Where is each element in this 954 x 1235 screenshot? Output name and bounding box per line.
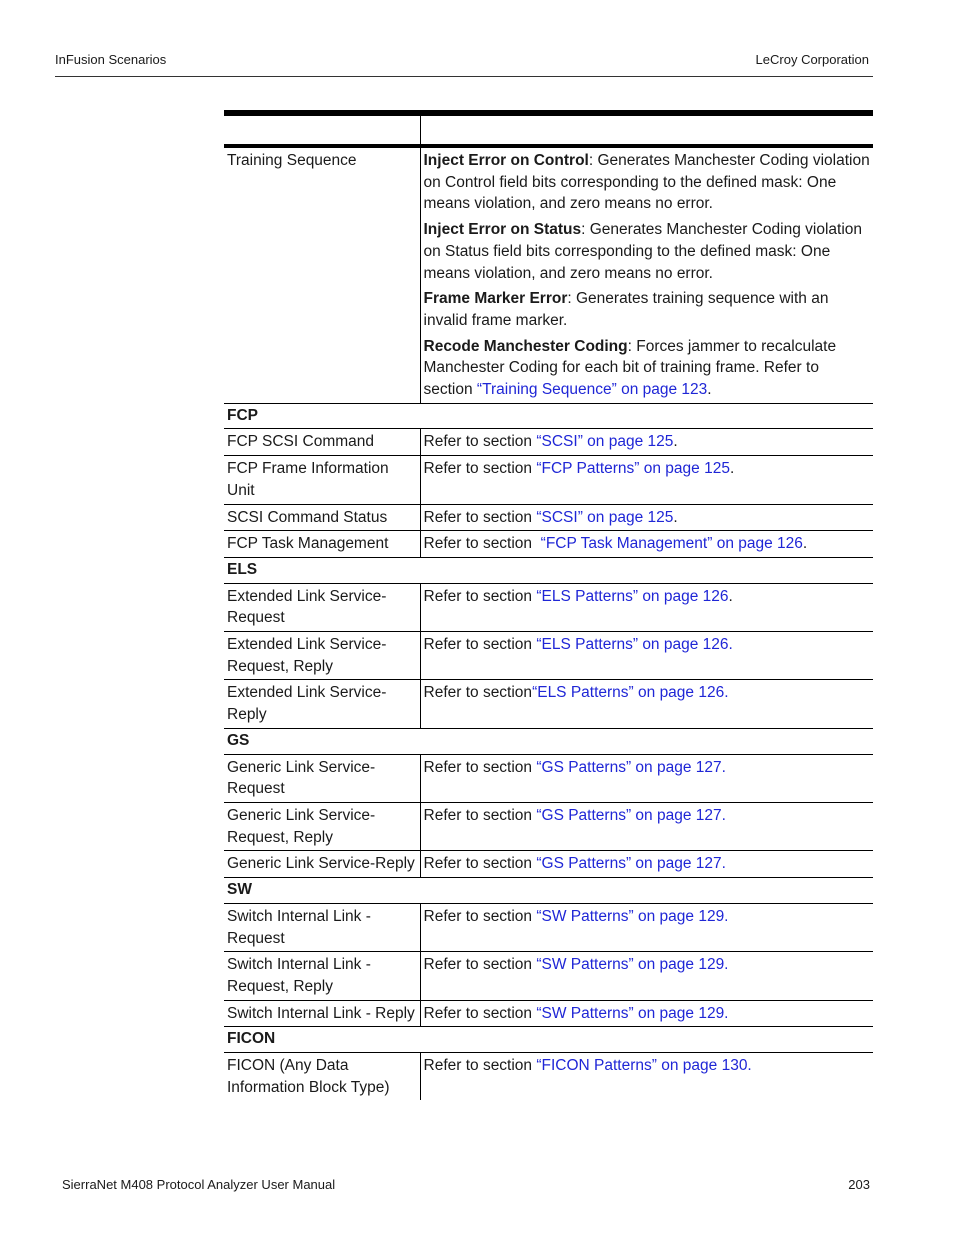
table-row (224, 903, 873, 951)
page-number: 203 (848, 1177, 870, 1192)
row-description: Refer to section “ELS Patterns” on page 126. (420, 632, 873, 680)
cross-reference-link[interactable]: “GS Patterns” on page 127. (536, 758, 726, 776)
row-label: FCP Task Management (224, 531, 420, 558)
running-footer-title: SierraNet M408 Protocol Analyzer User Manual (62, 1177, 336, 1192)
row-description: Refer to section “SW Patterns” on page 129. (420, 903, 873, 951)
term-bold: Inject Error on Status (423, 221, 582, 239)
row-label: Switch Internal Link - Request (224, 903, 420, 951)
running-header-right: LeCroy Corporation (755, 52, 869, 67)
row-description: Refer to section “GS Patterns” on page 127. (420, 851, 873, 878)
section-row-gs (224, 728, 873, 754)
section-heading: SW (224, 878, 873, 904)
term-text: : Generates Manchester Coding violation on Control field bits corresponding to the defined mask: One means violation, and zero means no error. (423, 152, 870, 213)
row-description: Refer to section “FICON Patterns” on page 130. (423, 1057, 752, 1075)
row-label: Generic Link Service-Request (224, 754, 420, 802)
row-label: Generic Link Service-Request, Reply (224, 802, 420, 850)
term-bold: Recode Manchester Coding (423, 337, 628, 355)
term-text: : Generates Manchester Coding violation on Status field bits corresponding to the defined mask: One means violation, and zero means no error. (423, 221, 863, 282)
table-row (224, 504, 873, 531)
cross-reference-link[interactable]: “FCP Patterns” on page 125 (536, 460, 730, 478)
cross-reference-link[interactable]: “ELS Patterns” on page 126. (536, 636, 733, 654)
row-description: Refer to section “ELS Patterns” on page 126. (420, 583, 873, 631)
section-heading: FICON (224, 1027, 873, 1053)
row-description: Refer to section “GS Patterns” on page 127. (420, 754, 873, 802)
row-label: SCSI Command Status (224, 504, 420, 531)
row-description: Refer to section “GS Patterns” on page 127. (420, 802, 873, 850)
table-row (224, 456, 873, 504)
table-row (224, 146, 873, 403)
table-row (224, 429, 873, 456)
term-bold: Inject Error on Control (423, 152, 589, 169)
table-header-row (224, 113, 873, 146)
table-row (224, 583, 873, 631)
table-row (224, 1053, 873, 1101)
row-label: FCP SCSI Command (224, 429, 420, 456)
running-header-left: InFusion Scenarios (55, 52, 167, 67)
cross-reference-link[interactable]: “SW Patterns” on page 129. (536, 956, 729, 974)
row-label: Extended Link Service-Request (224, 583, 420, 631)
row-description: Inject Error on Control: Generates Manchester Coding violation on Control field bits corresponding to the defined mask: One means violation, and zero means no error. Inject Error on Status: Generates Manchester Coding violation on Status field bits corresponding to the defined mask: One means violation, and zero means no error. Frame Marker Error: Generates training sequence with an invalid frame marker. Recode Manchester Coding: Forces jammer to recalculate Manchester Coding for each bit of training frame. Refer to section “Training Sequence” on page 123. (420, 146, 873, 403)
row-label: Generic Link Service-Reply (224, 851, 420, 878)
cross-reference-link[interactable]: “SW Patterns” on page 129. (536, 907, 729, 925)
table-row (224, 952, 873, 1000)
term-bold: Frame Marker Error (423, 290, 568, 308)
row-description: Refer to section “SCSI” on page 125. (420, 429, 873, 456)
cross-reference-link[interactable]: “GS Patterns” on page 127. (536, 855, 726, 873)
row-label: Training Sequence (224, 146, 420, 403)
row-label: Extended Link Service-Request, Reply (224, 632, 420, 680)
table-row (224, 632, 873, 680)
table-row (224, 754, 873, 802)
row-description: Refer to section “SW Patterns” on page 129. (420, 1000, 873, 1027)
table-row (224, 851, 873, 878)
row-description: Refer to section“ELS Patterns” on page 126. (420, 680, 873, 728)
row-description: Refer to section “SW Patterns” on page 129. (420, 952, 873, 1000)
cross-reference-link[interactable]: “FICON Patterns” on page 130. (536, 1057, 752, 1075)
term-text: : Forces jammer to recalculate Manchester Coding for each bit of training frame. Refer to section (423, 337, 837, 399)
row-label: FCP Frame Information Unit (224, 456, 420, 504)
row-description: Refer to section “FCP Task Management” on page 126. (420, 531, 873, 558)
cross-reference-link[interactable]: “Training Sequence” on page 123 (476, 381, 708, 399)
section-row-els (224, 557, 873, 583)
table-row (224, 1000, 873, 1027)
cross-reference-link[interactable]: “ELS Patterns” on page 126. (532, 684, 729, 702)
table-row (224, 802, 873, 850)
cross-reference-link[interactable]: “ELS Patterns” on page 126 (536, 587, 729, 605)
row-label: Switch Internal Link - Reply (224, 1000, 420, 1027)
row-label: FICON (Any Data Information Block Type) (224, 1053, 420, 1101)
row-label: Extended Link Service-Reply (224, 680, 420, 728)
cross-reference-link[interactable]: “GS Patterns” on page 127. (536, 806, 726, 824)
pattern-reference-table (224, 110, 873, 1100)
header-rule (55, 76, 873, 77)
row-description: Refer to section “FCP Patterns” on page 125. (420, 456, 873, 504)
row-description: Refer to section “SCSI” on page 125. (420, 504, 873, 531)
section-row-ficon (224, 1027, 873, 1053)
section-row-sw (224, 878, 873, 904)
cross-reference-link[interactable]: “FCP Task Management” on page 126 (540, 535, 803, 553)
section-heading: ELS (224, 557, 873, 583)
table-row (224, 531, 873, 558)
cross-reference-link[interactable]: “SCSI” on page 125 (536, 508, 674, 526)
cross-reference-link[interactable]: “SW Patterns” on page 129. (536, 1004, 729, 1022)
row-label: Switch Internal Link - Request, Reply (224, 952, 420, 1000)
section-heading: GS (224, 728, 873, 754)
cross-reference-link[interactable]: “SCSI” on page 125 (536, 433, 674, 451)
section-row-fcp (224, 403, 873, 429)
section-heading: FCP (224, 403, 873, 429)
table-row (224, 680, 873, 728)
term-text: : Generates training sequence with an invalid frame marker. (423, 290, 829, 329)
